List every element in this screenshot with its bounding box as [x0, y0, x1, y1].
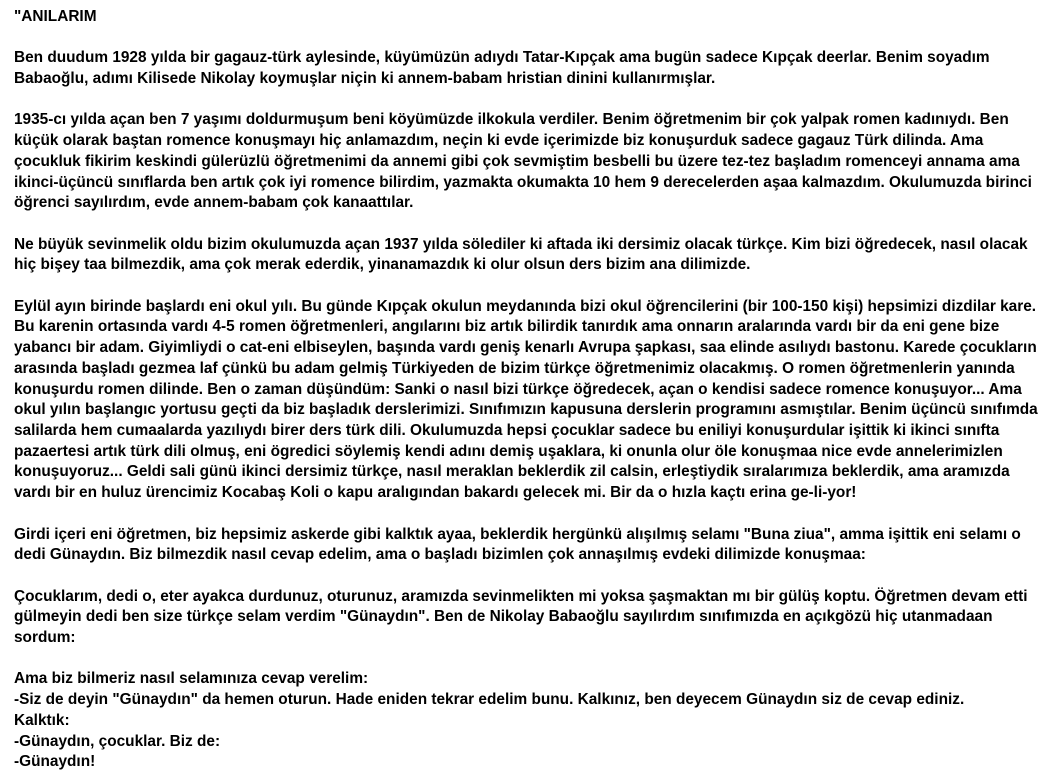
dialog-line-question: Ama biz bilmeriz nasıl selamınıza cevap verelim: [14, 670, 369, 688]
paragraph-school-start: 1935-cı yılda açan ben 7 yaşımı doldurmuşum beni köyümüzde ilkokula verdiler. Benim öğretmenim bir çok yalpak romen kadınıydı. Ben küçük olarak baştan romence konuşmayı hiç anlamazdım, neçin ki evde içerimizde biz konuşurduk sadece gagauz Türk dilinda. Ama çocukluk fikirim keskindi gülerüzlü öğretmenimi da annemi gibi çok sevmiştim besbelli bu üzere tez-tez başladım romenceyi annama ama ikinci-üçüncü sınıflarda ben artık çok iyi romence bilirdim, yazmakta okumakta 10 hem 9 derecelerden aşaa kalmazdım. Okulumuzda birinci öğrenci sayılırdım, evde annem-babam çok kanaattılar. [14, 111, 1032, 212]
paragraph-new-teacher-arrival: Eylül ayın birinde başlardı eni okul yılı. Bu günde Kıpçak okulun meydanında bizi okul öğrencilerini (bir 100-150 kişi) hepsimizi dizdilar kare. Bu karenin ortasında vardı 4-5 romen öğretmenleri, angılarını biz artık bilirdik tanırdık ama onnarın aralarında vardı bir da eni gene bize yabancı bir adam. Giyimliydi o cat-eni elbiseylen, başında vardı geniş kenarlı Avrupa şapkası, saa elinde asılıydı bastonu. Karede çocukların arasında başladı gezmea laf çünkü bu adam gelmiş Türkiyeden de bizim türkçe öğretmenimiz olacakmış. O romen öğretmenlerin yanında konuşurdu romen dilinde. Ben o zaman düşündüm: Sanki o nasıl bizi türkçe öğredecek, açan o kendisi sadece romence konuşuyor... Ama okul yılın başlangıc yortusu geçti da biz başladık derslerimizi. Sınıfımızın kapusuna derslerin programını asmıştılar. Benim üçüncü sınıfımda salilarda hem cumaalarda yazılıydı birer ders türk dili. Okulumuzda hepsi çocuklar sadece bu eniliyi konuşurdular işittik ki ikinci sınıfta pazaertesi artık türk dili olmuş, eni ögredici söylemiş kendi adını demiş uşaklara, ki onunla olur öle konuşmaa nice evde annelerimizlen konuşuyoruz... Geldi sali günü ikinci dersimiz türkçe, nasıl meraklan beklerdik zil calsin, erleştiydik sıralarımıza beklerdik, ama aramızda vardı bir en huluz ürencimiz Kocabaş Koli o kapu aralıgından bakardı gelecek mi. Bir da o hızla kaçtı erina ge-li-yor! [14, 297, 1038, 502]
paragraph-first-greeting: Girdi içeri eni öğretmen, biz hepsimiz askerde gibi kalktık ayaa, beklerdik hergünkü alışılmış selamı "Buna ziua", amma işittik eni selamı o dedi Günaydın. Biz bilmezdik nasıl cevap edelim, ama o başladı bizimlen çok annaşılmış evdeki dilimizde konuşmaa: [14, 525, 1021, 564]
dialog-line-kalktik: Kalktık: [14, 711, 70, 729]
paragraph-teacher-speech: Çocuklarım, dedi o, eter ayakca durdunuz, oturunuz, aramızda sevinmelikten mi yoksa şaşmaktan mı bir gülüş koptu. Öğretmen devam etti gülmeyin dedi ben size türkçe selam verdim "Günaydın". Ben de Nikolay Babaoğlu sayılırdım sınıfımızda en açıkgözü hiç utanmadaan sordum: [14, 587, 1028, 646]
document-title: "ANILARIM [14, 8, 97, 25]
dialog-line-teacher-instruction: -Siz de deyin "Günaydın" da hemen oturun. Hade eniden tekrar edelim bunu. Kalkınız, ben deyecem Günaydın siz de cevap ediniz. [14, 691, 965, 709]
dialog-block [14, 669, 1039, 773]
dialog-line-teacher-greeting: -Günaydın, çocuklar. Biz de: [14, 732, 221, 750]
dialog-line-class-reply: -Günaydın! [14, 753, 96, 771]
paragraph-birth: Ben duudum 1928 yılda bir gagauz-türk aylesinde, küyümüzün adıydı Tatar-Kıpçak ama bugün sadece Kıpçak deerlar. Benim soyadım Babaoğlu, adımı Kilisede Nikolay koymuşlar niçin ki annem-babam hristian dinini kullanırmışlar. [14, 49, 990, 88]
paragraph-turkish-lessons-news: Ne büyük sevinmelik oldu bizim okulumuzda açan 1937 yılda sölediler ki aftada iki dersimiz olacak türkçe. Kim bizi öğredecek, nasıl olacak hiç bişey taa bilmezdik, ama çok merak ederdik, yinanamazdık ki olur olsun ders bizim ana dilimizde. [14, 235, 1028, 274]
